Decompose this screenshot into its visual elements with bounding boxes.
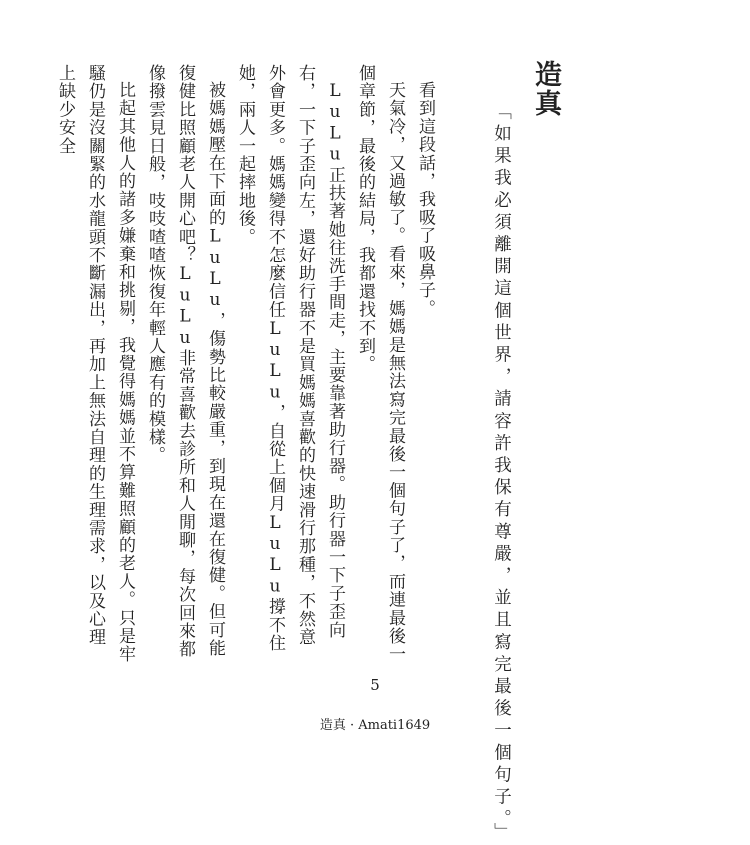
- paragraph: 比起其他人的諸多嫌棄和挑剔，我覺得媽媽並不算難照顧的老人。只是牢騷仍是沒關緊的水龍頭不斷漏出，再加上無法自理的生理需求，以及心理上缺少安全: [55, 64, 135, 664]
- page-number: 5: [370, 676, 380, 694]
- paragraph: 看到這段話，我吸了吸鼻子。: [415, 81, 435, 318]
- epigraph-quote: 「如果我必須離開這個世界，請容許我保有尊嚴，並且寫完最後一個句子。」: [491, 102, 512, 845]
- paragraph: LuLu正扶著她往洗手間走，主要靠著助行器。助行器一下子歪向右，一下子歪向左，還好助行器不是買媽媽喜歡的快速滑行那種，不然意外會更多。媽媽變得不怎麼信任LuLu，自從上個月LuLu撐不住她，兩人一起摔地後。: [235, 64, 345, 653]
- paragraph: 天氣冷，又過敏了。看來，媽媽是無法寫完最後一個句子了，而連最後一個章節，最後的結局，我都還找不到。: [355, 64, 405, 664]
- chapter-title: 造真: [530, 60, 561, 118]
- body-text: [55, 64, 440, 664]
- paragraph: 被媽媽壓在下面的LuLu，傷勢比較嚴重，到現在還在復健。但可能復健比照顧老人開心吧？LuLu非常喜歡去診所和人閒聊，每次回來都像撥雲見日般，吱吱喳喳恢復年輕人應有的模樣。: [145, 64, 225, 659]
- running-footer: 造真 · Amati1649: [319, 718, 431, 733]
